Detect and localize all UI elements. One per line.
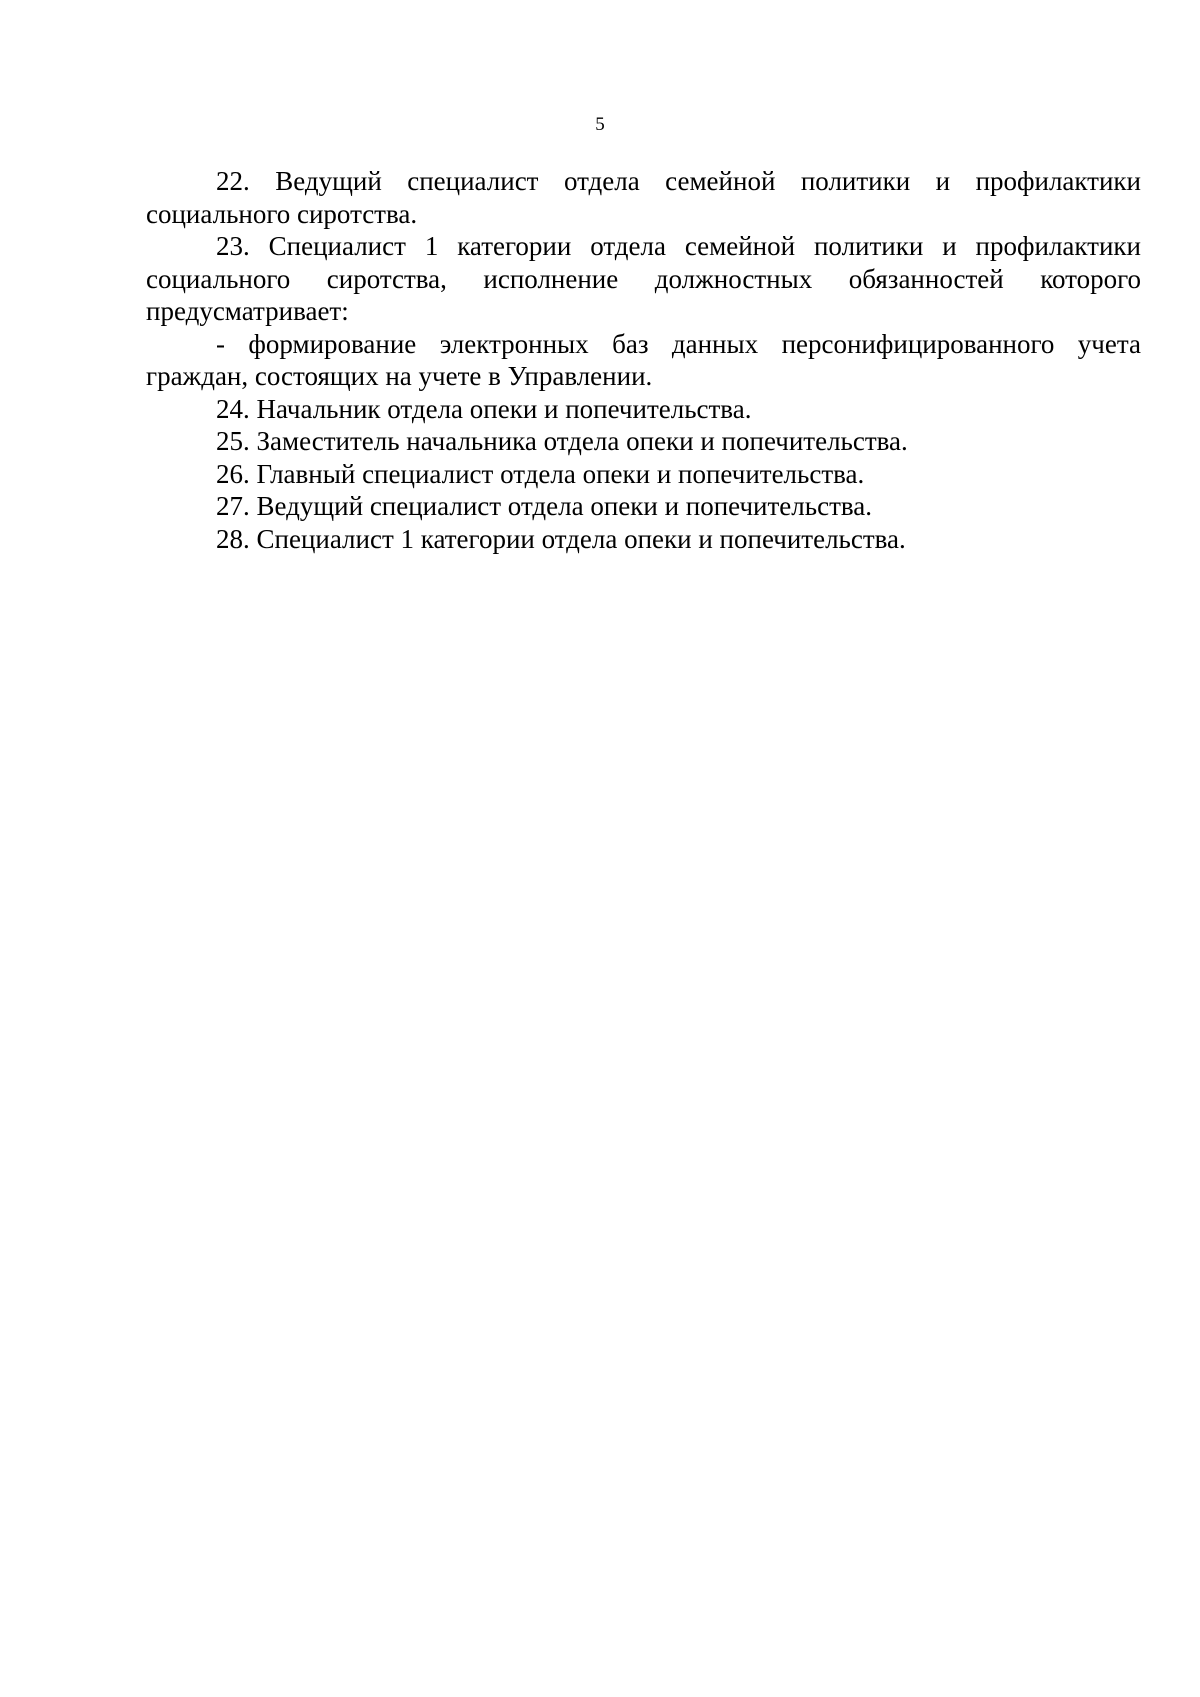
list-item-27: 27. Ведущий специалист отдела опеки и попечительства. <box>216 491 872 521</box>
list-item-24: 24. Начальник отдела опеки и попечительства. <box>216 393 752 424</box>
list-item-28: 28. Специалист 1 категории отдела опеки и попечительства. <box>216 523 906 554</box>
list-item-23: 23. Специалист 1 категории отдела семейной политики и профилактики социального сиротства, исполнение должностных обязанностей которого предусматривает: <box>146 231 1141 326</box>
list-item-26: 26. Главный специалист отдела опеки и попечительства. <box>216 458 865 489</box>
document-body <box>146 165 1141 555</box>
list-item-23-subitem: - формирование электронных баз данных персонифицированного учета граждан, состоящих на учете в Управлении. <box>146 328 1141 391</box>
page-number: 5 <box>595 114 605 135</box>
list-item-22: 22. Ведущий специалист отдела семейной политики и профилактики социального сиротства. <box>146 166 1141 229</box>
list-item-25: 25. Заместитель начальника отдела опеки и попечительства. <box>216 426 908 456</box>
